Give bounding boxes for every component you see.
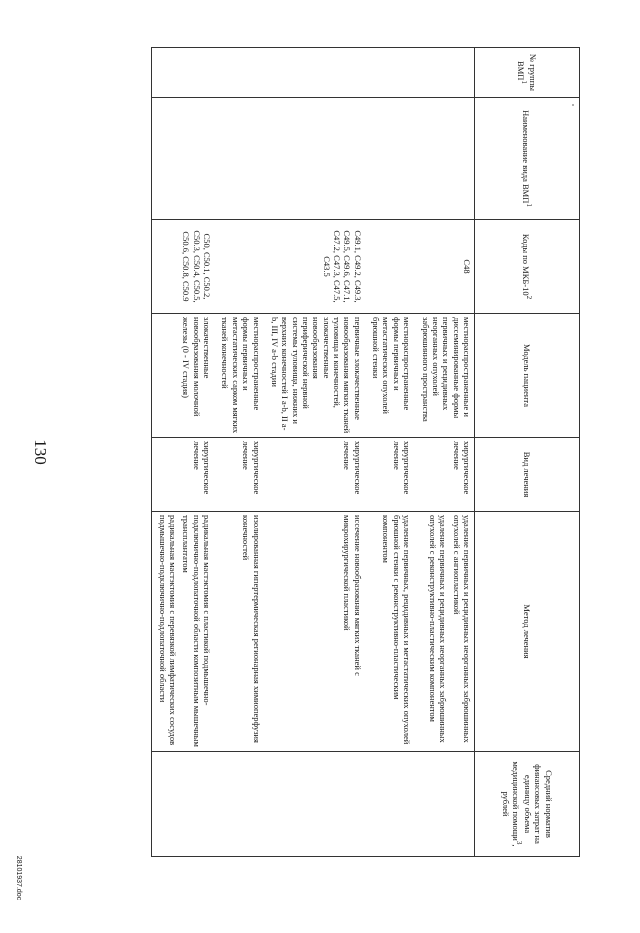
type-cell: хирургическое лечение (369, 438, 418, 512)
table-row (218, 48, 267, 857)
table-header-row (475, 48, 580, 857)
method-item: радикальная мастэктомия с перевязкой лимфатических сосудов подмышечно-подключично-подлопаточной области (157, 515, 179, 746)
type-cell: хирургическое лечение (418, 438, 474, 512)
table-row (268, 48, 369, 857)
rotated-table-container (66, 47, 580, 856)
codes-cell: C50, C50.1, C50.2, C50.3, C50.4, C50.5, C50.6, C50.8, C50.9 (152, 220, 218, 314)
method-item: иссечение новообразования мягких тканей с микрохирургической пластикой (342, 515, 363, 676)
header-codes: Коды по МКБ-$10^2$ (475, 220, 580, 314)
method-cell (152, 512, 218, 752)
type-cell: хирургическое лечение (268, 438, 369, 512)
model-cell: местнораспространенные формы первичных и метастатических сарком мягких тканей конечностей (218, 314, 267, 438)
header-method: Метод лечения (475, 512, 580, 752)
header-cost: Средний норматив финансовых затрат на единицу объема медицинской помощи$^3$, рублей (475, 752, 580, 857)
table-row (152, 48, 218, 857)
type-cell: хирургическое лечение (218, 438, 267, 512)
header-model: Модель пациента (475, 314, 580, 438)
method-item: удаление первичных, рецидивных и метастатических опухолей брюшной стенки с реконструктивно-пластическим компонентом (381, 515, 413, 745)
treatment-table (151, 47, 580, 857)
footer-doc-name: 28101937.doc (15, 855, 22, 901)
model-cell: местнораспространенные и диссеминированные формы первичных и рецидивных неорганных опухолей забрюшинного пространства (418, 314, 474, 438)
method-cell (369, 512, 418, 752)
method-item: изолированная гипертермическая регионарная химиоперфузия конечностей (241, 515, 262, 743)
header-group: № группы ВМП$^1$ (475, 48, 580, 98)
codes-cell: C49.1, C49.2, C49.3, C49.5, C49.6, C47.1, C47.2, C47.3, C47.5, C43.5 (268, 220, 369, 314)
model-cell: первичные злокачественные новообразования мягких тканей туловища и конечностей, злокачественные новообразования периферической нервной системы туловища, нижних и верхних конечностей I a-b, II a-b, III, IV a-b стадии (268, 314, 369, 438)
method-item: удаление первичных и рецидивных неорганных забрюшинных опухолей с реконструктивно-пластическим компонентом (427, 515, 449, 743)
type-cell: хирургическое лечение (152, 438, 218, 512)
method-cell (218, 512, 267, 752)
method-item: удаление первичных и рецидивных неорганных забрюшинных опухолей с ангиопластикой (451, 515, 472, 743)
method-cell (268, 512, 369, 752)
method-item: радикальная мастэктомия с пластикой подмышечно-подключично-подлопаточной области композитным мышечным трансплантатом (181, 515, 213, 747)
header-type: Вид лечения (475, 438, 580, 512)
method-cell (418, 512, 474, 752)
page-number: 130 (31, 439, 50, 465)
codes-cell (369, 220, 418, 314)
codes-cell (218, 220, 267, 314)
model-cell: местнораспространенные формы первичных и метастатических опухолей брюшной стенки (369, 314, 418, 438)
header-name: Наименование вида ВМП$^1$ (475, 98, 580, 220)
table-row (418, 48, 474, 857)
table-row (369, 48, 418, 857)
model-cell: злокачественные новообразования молочной железы (0 - IV стадия) (152, 314, 218, 438)
codes-cell: C48 (418, 220, 474, 314)
